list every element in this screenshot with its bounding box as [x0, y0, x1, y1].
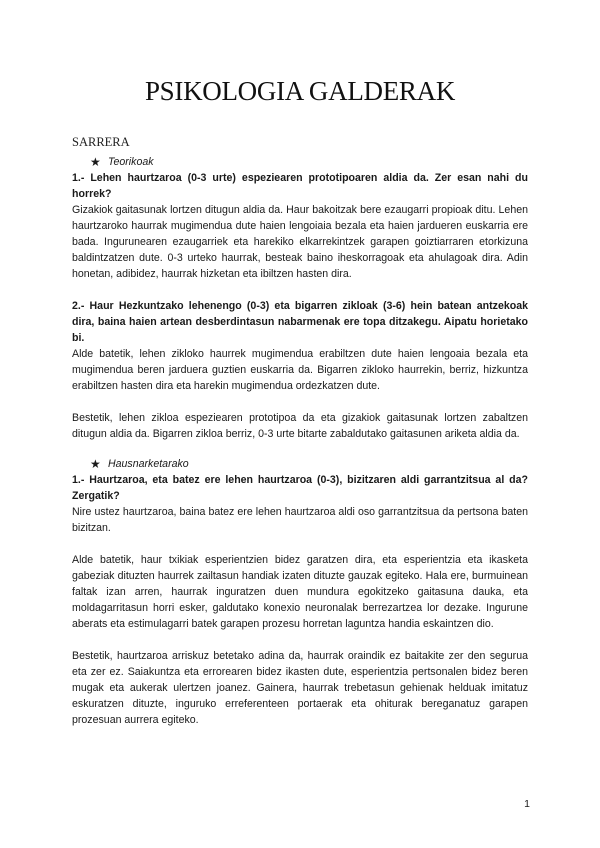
page-title: PSIKOLOGIA GALDERAK	[144, 76, 456, 106]
answer-2-paragraph-1: Alde batetik, lehen zikloko haurrek mugimendua erabiltzen dute haien lengoaia bezala eta mugimendua beren jarduera guztien euskarria da. Bigarren zikloko haurrekin, berriz, hizkuntza erabiltzen hasten dira eta harekin mugimendua ordezkatzen dute.	[72, 348, 528, 392]
answer-3-paragraph-2: Alde batetik, haur txikiak esperientzien bidez garatzen dira, eta esperientzia eta ikasketa gabeziak dituzten haurrek zailtasun handiak izaten dituzte gauzak egiteko. Hala ere, burmuinean faltak izan arren, haurrak inguratzen duen mundura egokitzeko gaitasuna dauka, eta moldagarritasun horri esker, galdutako konexio neuronalak berrezartzea lor dezake. Ingurune aberats eta estimulagarri batek garapen prozesu horretan laguntza handia eskaintzen dio.	[72, 554, 528, 630]
bullet-label: Hausnarketarako	[108, 458, 189, 470]
page-number: 1	[524, 798, 530, 810]
star-icon: ★	[90, 155, 101, 169]
section-heading: SARRERA	[72, 135, 130, 149]
answer-3-paragraph-3: Bestetik, haurtzaroa arriskuz betetako adina da, haurrak oraindik ez baitakite zer den segurua eta zer ez. Saiakuntza eta errorearen bidez ikasten dute, esperientzia pertsonalen bidez beren mugak eta aukerak ulertzen joanez. Gainera, haurrak trebetasun gehienak helduak imitatuz eskuratzen dituzte, inguruko erreferenteen portaerak eta ohiturak bereganatuz garapen prozesuan aurrera egiteko.	[72, 650, 528, 726]
answer-3-paragraph-1: Nire ustez haurtzaroa, baina batez ere lehen haurtzaroa aldi oso garrantzitsua da pertsona baten bizitzan.	[72, 506, 528, 534]
star-icon: ★	[90, 457, 101, 471]
question-2: 2.- Haur Hezkuntzako lehenengo (0-3) eta bigarren zikloak (3-6) hein batean antzekoak dira, baina haien artean desberdintasun nabarmenak ere topa ditzakegu. Aipatu horietako bi.	[72, 300, 528, 344]
question-1: 1.- Lehen haurtzaroa (0-3 urte) espeziearen prototipoaren aldia da. Zer esan nahi du horrek?	[72, 172, 528, 200]
answer-1: Gizakiok gaitasunak lortzen ditugun aldia da. Haur bakoitzak bere ezaugarri propioak ditu. Lehen haurtzaroko haurrak mugimendua dute haien lengoiaia bezala eta haien jardueren euskarria ere bada. Ingurunearen ezaugarriek eta harekiko elkarrekintzek garapen goiztiarraren etorkizuna baldintzatzen dute. 0-3 urteko haurrak, besteak baino iheskorragoak eta ahulagoak dira. Adin honetan, adibidez, haurrak hizketan eta ibiltzen hasten dira.	[72, 204, 528, 280]
question-3: 1.- Haurtzaroa, eta batez ere lehen haurtzaroa (0-3), bizitzaren aldi garrantzitsua al da? Zergatik?	[72, 474, 528, 502]
answer-2-paragraph-2: Bestetik, lehen zikloa espeziearen prototipoa da eta gizakiok gaitasunak lortzen zabaltzen ditugun aldia da. Bigarren zikloa berriz, 0-3 urte bitarte zabaldutako gaitasunen ariketa aldia da.	[72, 412, 528, 440]
bullet-label: Teorikoak	[108, 156, 154, 168]
bullet-reflection	[90, 456, 528, 472]
document-body	[72, 154, 528, 728]
bullet-theory	[90, 154, 528, 170]
